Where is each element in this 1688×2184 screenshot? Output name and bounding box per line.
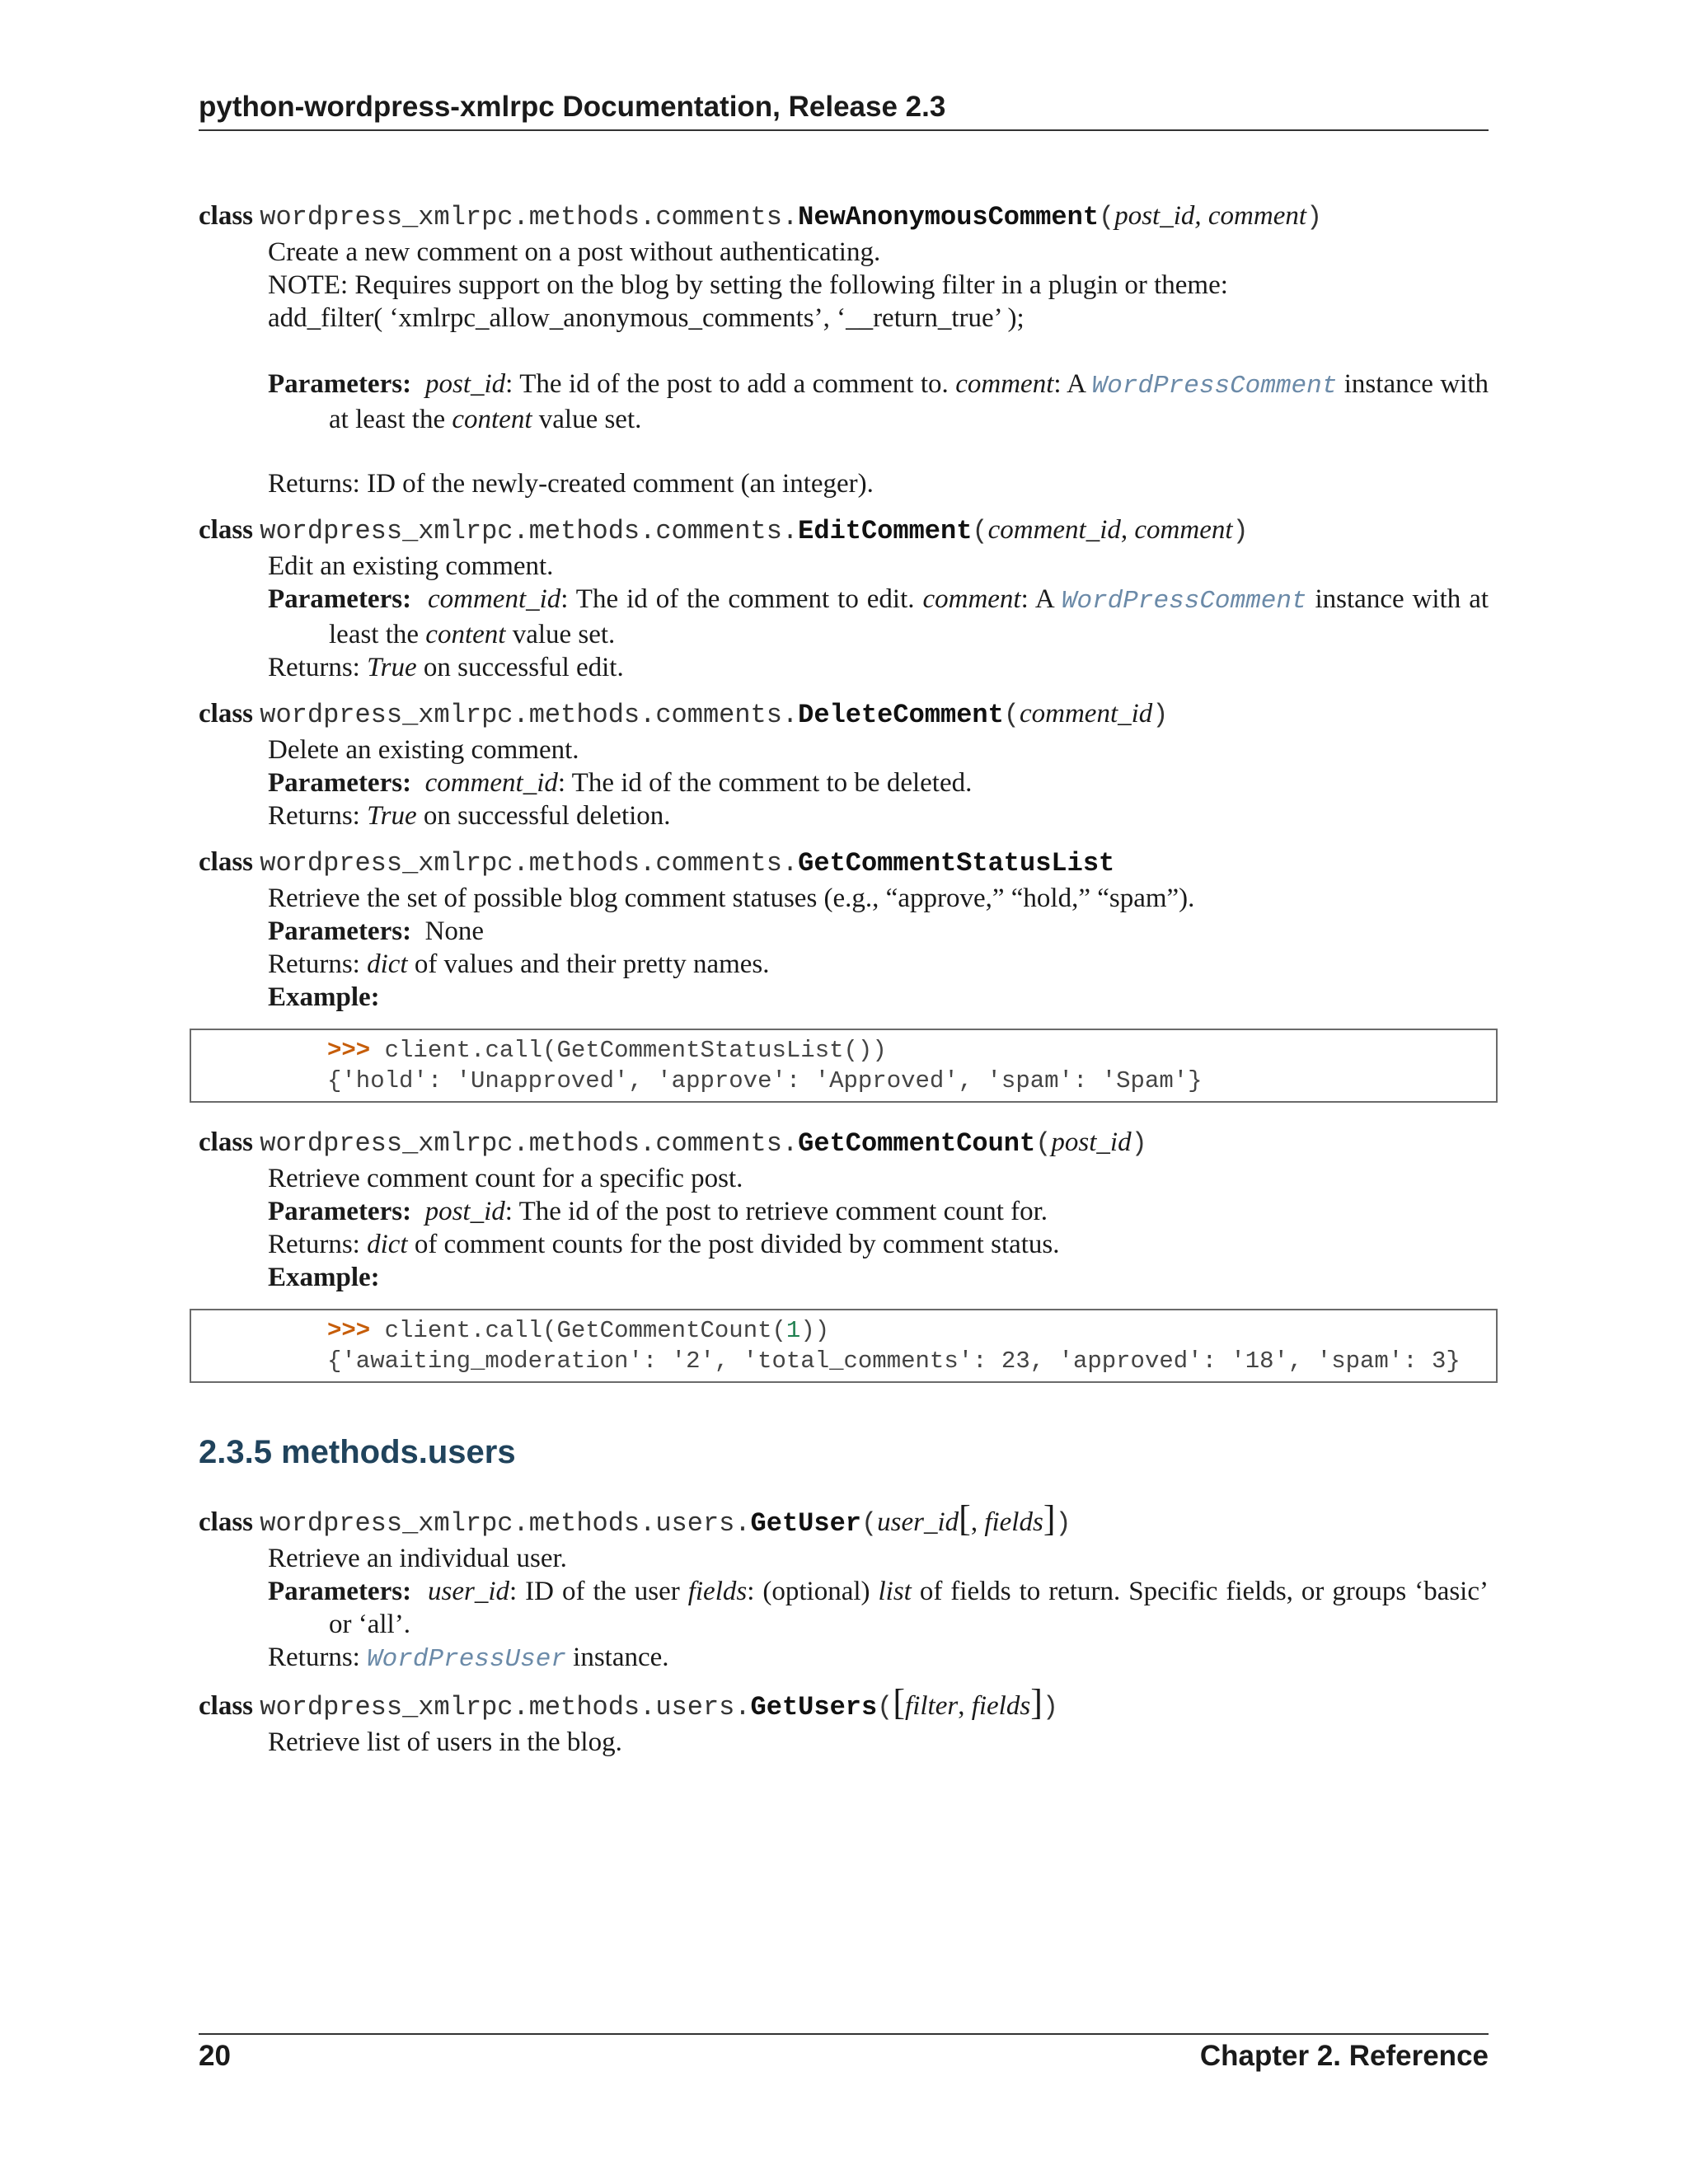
class-name: DeleteComment — [798, 700, 1004, 730]
paren-open: ( — [1035, 1128, 1052, 1159]
params-label: Parameters: — [268, 1577, 412, 1606]
code-call: client.call(GetCommentCount( — [370, 1317, 786, 1344]
param-text: : The id of the comment to be deleted. — [557, 768, 973, 798]
page-number: 20 — [199, 2040, 231, 2072]
signature — [199, 1682, 1489, 1726]
argument: fields — [984, 1507, 1043, 1537]
param-text: : A — [1020, 584, 1062, 614]
returns — [268, 467, 1489, 500]
parameters — [268, 1195, 1489, 1228]
entry-new-anonymous-comment — [199, 198, 1489, 500]
signature — [199, 512, 1489, 550]
param-em: content — [452, 405, 532, 434]
example-label — [268, 981, 1489, 1014]
example-label-text: Example: — [268, 1263, 380, 1292]
params-label: Parameters: — [268, 584, 412, 614]
param-em: content — [425, 620, 506, 649]
argument: fields — [971, 1691, 1031, 1721]
paren-open: ( — [1099, 202, 1115, 232]
param-text: : The id of the comment to edit. — [560, 584, 923, 614]
module-path: wordpress_xmlrpc.methods.users. — [260, 1692, 751, 1722]
entry-edit-comment — [199, 512, 1489, 684]
param-name: user_id — [428, 1577, 510, 1606]
summary: Retrieve list of users in the blog. — [268, 1727, 622, 1757]
summary: Retrieve comment count for a specific post. — [268, 1164, 743, 1193]
param-text: : ID of the user — [509, 1577, 688, 1606]
description — [268, 550, 1489, 684]
parameters — [268, 368, 1489, 436]
returns-text: on successful deletion. — [416, 801, 671, 831]
returns-text: of values and their pretty names. — [407, 949, 770, 979]
filter-snippet: add_filter( ‘xmlrpc_allow_anonymous_comments’, ‘__return_true’ ); — [268, 303, 1025, 333]
returns-text: of comment counts for the post divided by comment status. — [407, 1230, 1060, 1259]
paren-close: ) — [1232, 516, 1249, 546]
content — [199, 198, 1489, 1770]
param-text: None — [424, 916, 485, 946]
paren-open: ( — [860, 1508, 878, 1539]
paren-close: ) — [1131, 1128, 1147, 1159]
module-path: wordpress_xmlrpc.methods.comments. — [260, 516, 799, 546]
module-path: wordpress_xmlrpc.methods.comments. — [260, 700, 799, 730]
parameters — [268, 583, 1489, 651]
returns — [268, 1228, 1489, 1261]
signature — [199, 198, 1489, 236]
signature — [199, 696, 1489, 733]
paren-close: ) — [1042, 1692, 1059, 1722]
code-line — [327, 1035, 1496, 1066]
description — [268, 1726, 1489, 1759]
example-label — [268, 1261, 1489, 1294]
param-name: post_id — [424, 369, 506, 399]
param-name: comment — [922, 584, 1021, 614]
code-line — [327, 1315, 1496, 1346]
optional-bracket-close: ] — [1043, 1498, 1056, 1539]
param-text: : The id of the post to retrieve comment count for. — [504, 1197, 1048, 1226]
returns — [268, 948, 1489, 981]
class-keyword: class — [199, 515, 253, 545]
arguments: post_id, comment — [1114, 201, 1307, 231]
class-keyword: class — [199, 847, 253, 877]
optional-bracket-open: [ — [959, 1498, 971, 1539]
param-text: of fields to return. Specific fields, or groups ‘basic’ or ‘all’. — [329, 1577, 1489, 1639]
code-output: {'hold': 'Unapproved', 'approve': 'Approved', 'spam': 'Spam'} — [327, 1067, 1203, 1094]
class-name: GetCommentCount — [798, 1128, 1036, 1159]
header-rule — [199, 129, 1489, 131]
argument: user_id — [877, 1507, 959, 1537]
class-keyword: class — [199, 1691, 253, 1721]
description — [268, 1162, 1489, 1294]
parameters — [268, 1575, 1489, 1641]
module-path: wordpress_xmlrpc.methods.comments. — [260, 848, 799, 879]
paren-close: ) — [1055, 1508, 1071, 1539]
module-path: wordpress_xmlrpc.methods.users. — [260, 1508, 751, 1539]
example-label-text: Example: — [268, 982, 380, 1012]
param-text: value set. — [505, 620, 616, 649]
class-name: GetUser — [750, 1508, 861, 1539]
entry-get-comment-status-list — [199, 844, 1489, 1103]
class-name: GetCommentStatusList — [798, 848, 1115, 879]
paren-open: ( — [877, 1692, 893, 1722]
returns-em: dict — [367, 1230, 408, 1259]
class-name: EditComment — [798, 516, 973, 546]
note: NOTE: Requires support on the blog by setting the following filter in a plugin or theme: — [268, 270, 1228, 300]
returns-label: Returns: — [268, 949, 360, 979]
param-text: instance with at least the — [329, 584, 1489, 649]
class-keyword: class — [199, 699, 253, 729]
summary: Edit an existing comment. — [268, 551, 554, 581]
entry-delete-comment — [199, 696, 1489, 832]
param-text: : (optional) — [747, 1577, 879, 1606]
param-em: list — [878, 1577, 912, 1606]
paren-open: ( — [1003, 700, 1020, 730]
wordpress-user-link[interactable]: WordPressUser — [367, 1645, 566, 1674]
param-text: : A — [1053, 369, 1092, 399]
description — [268, 733, 1489, 832]
code-number: 1 — [785, 1317, 801, 1344]
param-text: value set. — [532, 405, 642, 434]
param-name: comment — [955, 369, 1054, 399]
prompt: >>> — [327, 1037, 371, 1064]
entry-get-comment-count — [199, 1124, 1489, 1383]
description — [268, 882, 1489, 1014]
returns — [268, 799, 1489, 832]
param-name: fields — [687, 1577, 748, 1606]
optional-bracket-close: ] — [1030, 1682, 1043, 1722]
returns-label: Returns: — [268, 1643, 360, 1672]
paren-open: ( — [972, 516, 988, 546]
chapter-title: Chapter 2. Reference — [1199, 2040, 1489, 2072]
argument: filter — [905, 1691, 959, 1721]
summary: Retrieve an individual user. — [268, 1544, 567, 1573]
entry-get-users — [199, 1682, 1489, 1759]
signature — [199, 1498, 1489, 1542]
returns-text: instance. — [565, 1643, 669, 1672]
code-call-end: )) — [800, 1317, 830, 1344]
footer — [199, 2040, 1489, 2073]
returns-em: True — [367, 653, 417, 682]
param-name: comment_id — [424, 768, 558, 798]
returns — [268, 651, 1489, 684]
returns-em: dict — [367, 949, 408, 979]
code-example — [190, 1029, 1498, 1103]
paren-close: ) — [1306, 202, 1323, 232]
code-output: {'awaiting_moderation': '2', 'total_comments': 23, 'approved': '18', 'spam': 3} — [327, 1347, 1461, 1375]
arg-separator: , — [958, 1691, 972, 1721]
param-text: : The id of the post to add a comment to. — [505, 369, 956, 399]
returns-label: Returns: — [268, 653, 360, 682]
param-text: instance with at least the — [329, 369, 1489, 434]
class-name: GetUsers — [750, 1692, 878, 1722]
entry-get-user — [199, 1498, 1489, 1676]
class-name: NewAnonymousComment — [798, 202, 1100, 232]
parameters — [268, 766, 1489, 799]
params-label: Parameters: — [268, 768, 412, 798]
arguments: comment_id, comment — [987, 515, 1233, 545]
parameters — [268, 915, 1489, 948]
running-header: python-wordpress-xmlrpc Documentation, Release 2.3 — [199, 91, 946, 123]
module-path: wordpress_xmlrpc.methods.comments. — [260, 1128, 799, 1159]
arguments: comment_id — [1020, 699, 1153, 729]
footer-rule — [199, 2033, 1489, 2035]
wordpress-comment-link[interactable]: WordPressComment — [1091, 372, 1338, 401]
returns-label: Returns: — [268, 469, 360, 499]
signature — [199, 844, 1489, 882]
class-keyword: class — [199, 1127, 253, 1157]
returns-text: on successful edit. — [416, 653, 624, 682]
param-name: post_id — [424, 1197, 505, 1226]
code-call: client.call(GetCommentStatusList()) — [370, 1037, 887, 1064]
wordpress-comment-link[interactable]: WordPressComment — [1061, 587, 1307, 616]
description — [268, 236, 1489, 500]
returns-label: Returns: — [268, 1230, 360, 1259]
params-label: Parameters: — [268, 1197, 412, 1226]
optional-bracket-open: [ — [893, 1682, 906, 1722]
section-title: 2.3.5 methods.users — [199, 1434, 516, 1470]
paren-close: ) — [1152, 700, 1169, 730]
arguments: post_id — [1051, 1127, 1132, 1157]
params-label: Parameters: — [268, 916, 412, 946]
summary: Create a new comment on a post without authenticating. — [268, 237, 881, 267]
returns-text: ID of the newly-created comment (an integer). — [367, 469, 874, 499]
code-example — [190, 1309, 1498, 1383]
summary: Delete an existing comment. — [268, 735, 579, 765]
description — [268, 1542, 1489, 1676]
params-label: Parameters: — [268, 369, 412, 399]
arg-separator: , — [970, 1507, 985, 1537]
param-name: comment_id — [427, 584, 561, 614]
returns — [268, 1641, 1489, 1676]
class-keyword: class — [199, 201, 253, 231]
summary: Retrieve the set of possible blog comment statuses (e.g., “approve,” “hold,” “spam”). — [268, 883, 1195, 913]
returns-label: Returns: — [268, 801, 360, 831]
class-keyword: class — [199, 1507, 253, 1537]
module-path: wordpress_xmlrpc.methods.comments. — [260, 202, 799, 232]
returns-em: True — [367, 801, 417, 831]
prompt: >>> — [327, 1317, 371, 1344]
signature — [199, 1124, 1489, 1162]
